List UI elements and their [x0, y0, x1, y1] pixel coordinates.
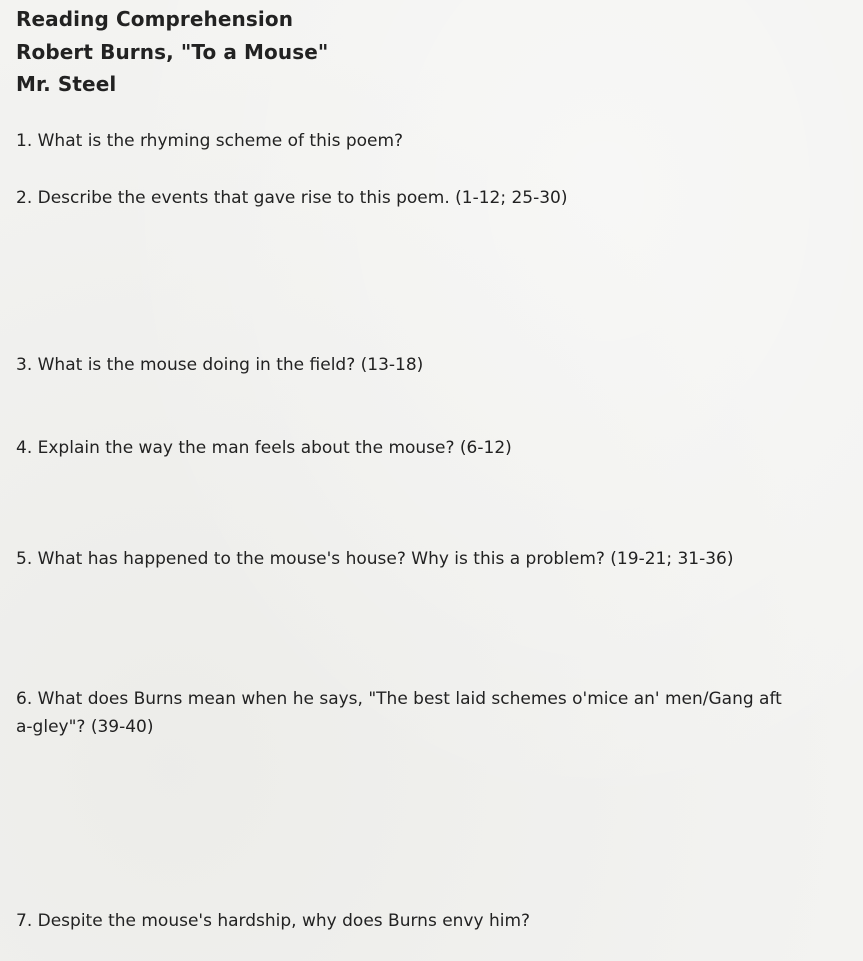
question-3: 3. What is the mouse doing in the field? (13-18) — [16, 355, 424, 375]
question-6-line-2: a-gley"? (39-40) — [16, 717, 154, 737]
question-1: 1. What is the rhyming scheme of this poem? — [16, 131, 404, 151]
question-2: 2. Describe the events that gave rise to this poem. (1-12; 25-30) — [16, 188, 568, 208]
worksheet-work-heading: Robert Burns, "To a Mouse" — [16, 40, 329, 64]
question-4: 4. Explain the way the man feels about the mouse? (6-12) — [16, 438, 512, 458]
question-6-line-1: 6. What does Burns mean when he says, "The best laid schemes o'mice an' men/Gang aft — [16, 689, 782, 709]
worksheet-subject-heading: Reading Comprehension — [16, 7, 294, 31]
question-5: 5. What has happened to the mouse's house? Why is this a problem? (19-21; 31-36) — [16, 549, 734, 569]
worksheet-teacher-heading: Mr. Steel — [16, 72, 117, 96]
question-7: 7. Despite the mouse's hardship, why does Burns envy him? — [16, 911, 531, 931]
